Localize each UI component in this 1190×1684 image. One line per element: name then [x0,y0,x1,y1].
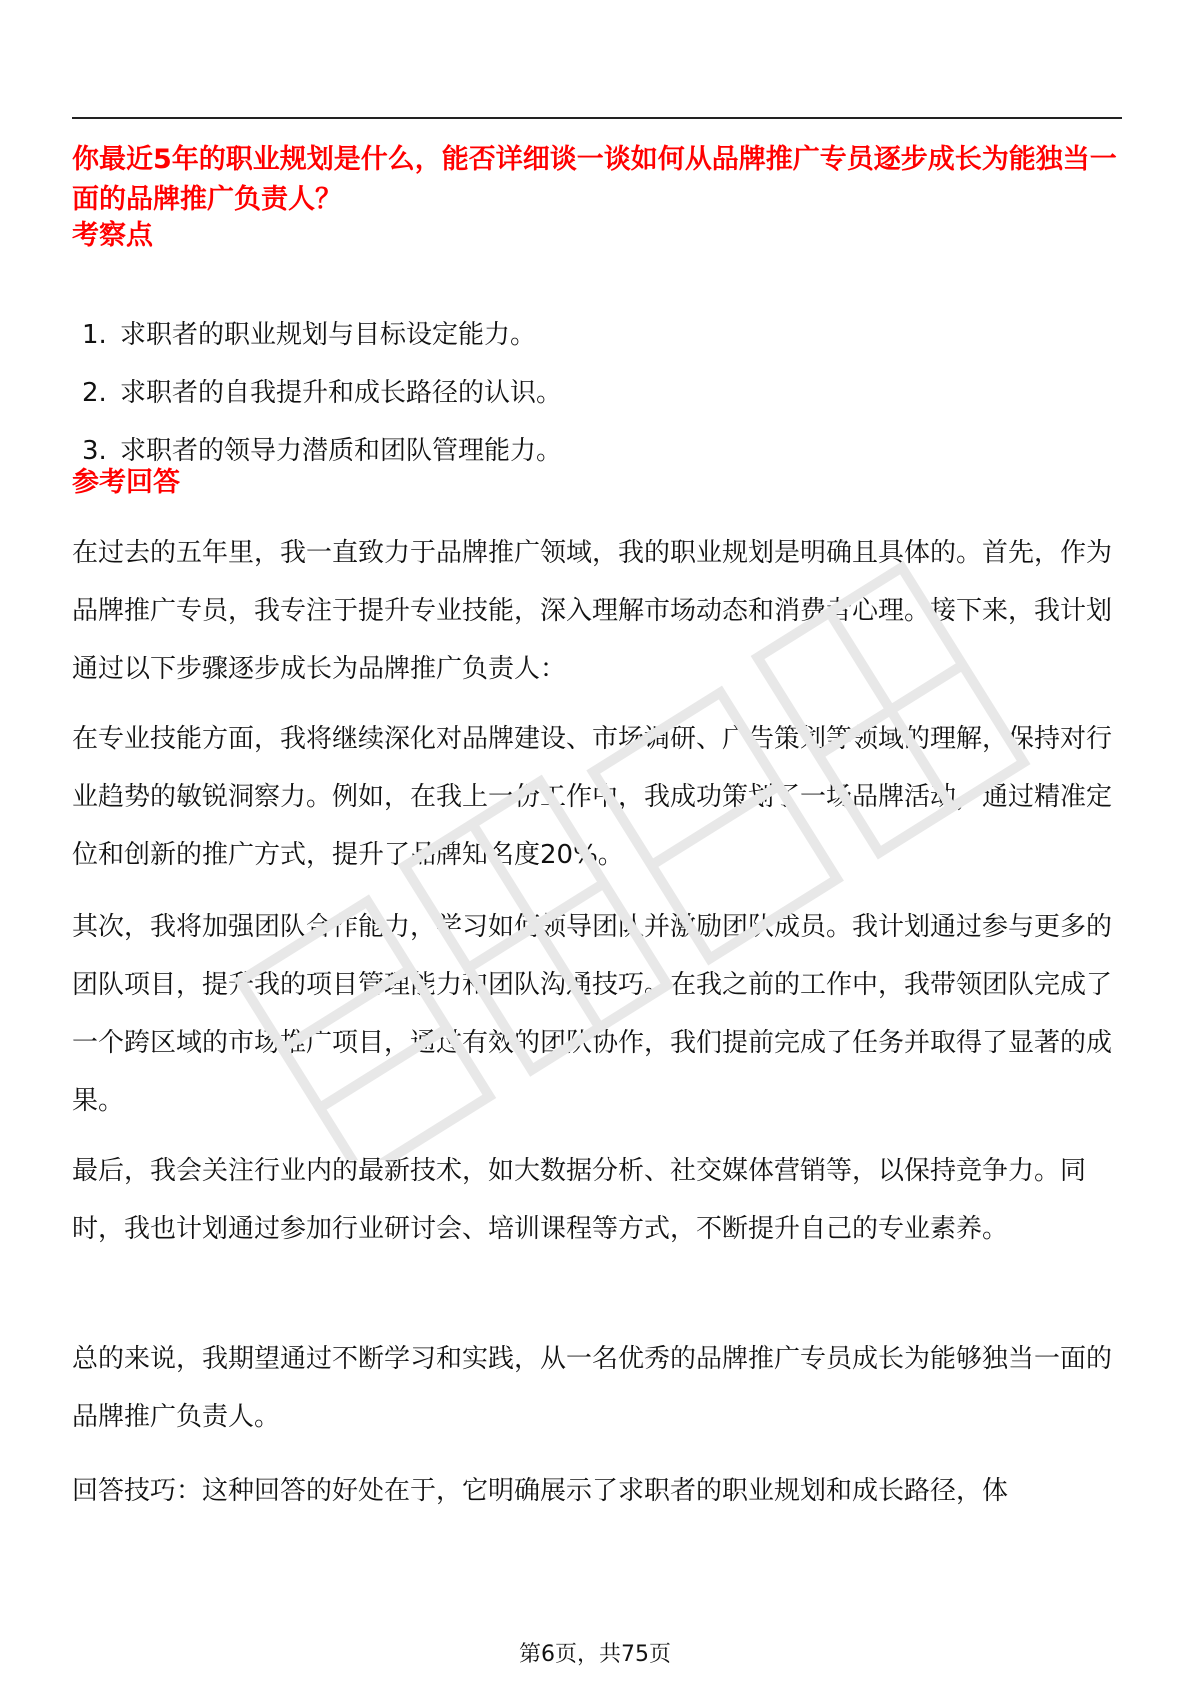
document-page [72,0,1122,1684]
assessment-points-list [82,306,562,480]
answer-paragraph: 其次，我将加强团队合作能力，学习如何领导团队并激励团队成员。我计划通过参与更多的团队项目，提升我的项目管理能力和团队沟通技巧。在我之前的工作中，我带领团队完成了一个跨区域的市场推广项目，通过有效的团队协作，我们提前完成了任务并取得了显著的成果。 [72,912,1113,1116]
answer-tip: 回答技巧：这种回答的好处在于，它明确展示了求职者的职业规划和成长路径，体 [72,1476,1009,1506]
answer-paragraph: 最后，我会关注行业内的最新技术，如大数据分析、社交媒体营销等，以保持竞争力。同时，我也计划通过参加行业研讨会、培训课程等方式，不断提升自己的专业素养。 [72,1156,1087,1244]
answer-paragraph: 在专业技能方面，我将继续深化对品牌建设、市场调研、广告策划等领域的理解，保持对行业趋势的敏锐洞察力。例如，在我上一份工作中，我成功策划了一场品牌活动，通过精准定位和创新的推广方式，提升了品牌知名度20%。 [72,724,1113,870]
list-item: 1. 求职者的职业规划与目标设定能力。 [82,320,537,350]
answer-heading: 参考回答 [72,467,180,498]
page-footer: 第6页，共75页 [519,1642,671,1667]
answer-paragraph: 总的来说，我期望通过不断学习和实践，从一名优秀的品牌推广专员成长为能够独当一面的品牌推广负责人。 [72,1344,1113,1432]
question-title: 你最近5年的职业规划是什么，能否详细谈一谈如何从品牌推广专员逐步成长为能独当一面的品牌推广负责人？ [72,144,1117,215]
answer-paragraph: 在过去的五年里，我一直致力于品牌推广领域，我的职业规划是明确且具体的。首先，作为品牌推广专员，我专注于提升专业技能，深入理解市场动态和消费者心理。接下来，我计划通过以下步骤逐步成长为品牌推广负责人： [72,538,1113,684]
list-item: 2. 求职者的自我提升和成长路径的认识。 [82,378,563,408]
assessment-heading: 考察点 [72,220,153,251]
list-item: 3. 求职者的领导力潜质和团队管理能力。 [82,436,563,466]
top-divider [72,117,1122,119]
